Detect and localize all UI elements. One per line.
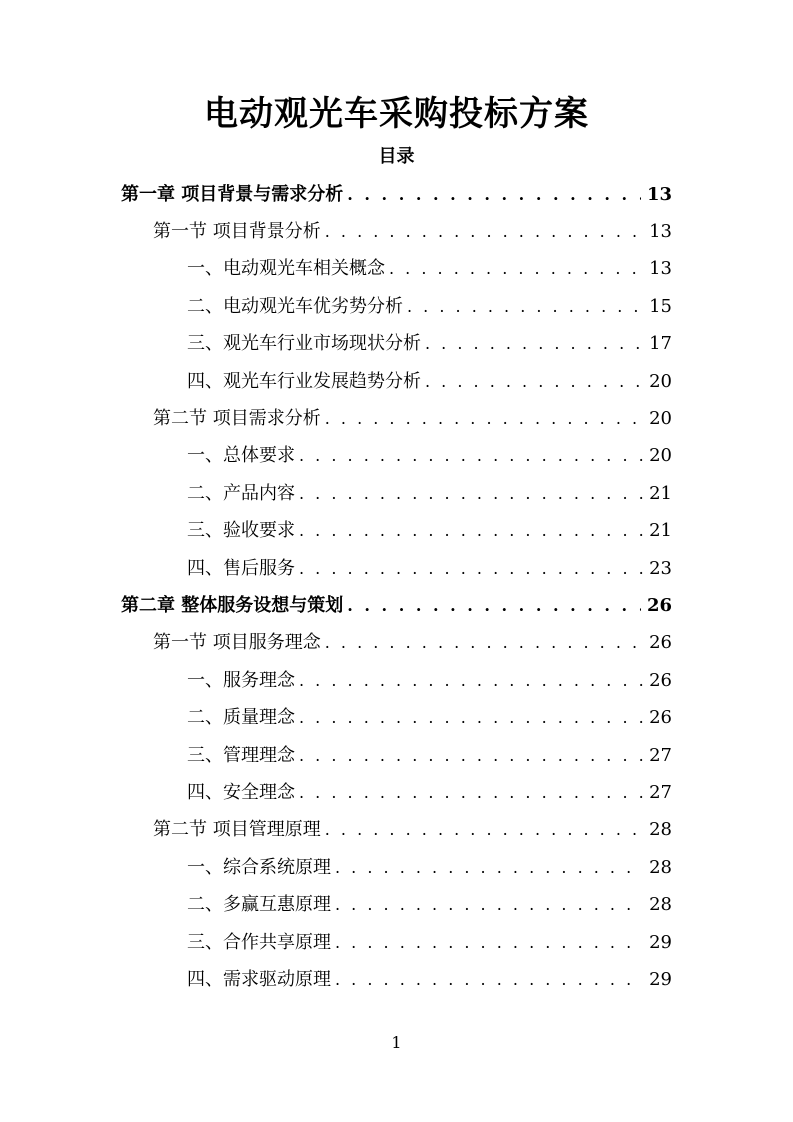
toc-entry-line bbox=[187, 292, 672, 318]
toc-entry-label: 三、管理理念 bbox=[187, 744, 295, 766]
toc-entry-page-number: 28 bbox=[649, 856, 672, 878]
toc-section-entry[interactable] bbox=[0, 810, 793, 847]
toc-entry-line bbox=[187, 965, 672, 991]
toc-entry-label: 第二章 整体服务设想与策划 bbox=[121, 594, 344, 616]
toc-subsection-entry[interactable] bbox=[0, 324, 793, 361]
toc-entry-line bbox=[187, 367, 672, 393]
toc-dot-leader bbox=[299, 783, 643, 802]
toc-entry-label: 二、电动观光车优劣势分析 bbox=[187, 295, 403, 317]
toc-entry-page-number: 26 bbox=[646, 594, 672, 616]
toc-entry-label: 一、电动观光车相关概念 bbox=[187, 258, 385, 280]
toc-entry-label: 第一节 项目服务理念 bbox=[153, 632, 321, 654]
toc-entry-page-number: 26 bbox=[649, 707, 672, 729]
toc-dot-leader bbox=[299, 708, 643, 727]
toc-dot-leader bbox=[325, 222, 643, 241]
toc-subsection-entry[interactable] bbox=[0, 548, 793, 585]
toc-chapter-entry[interactable] bbox=[0, 174, 793, 211]
toc-dot-leader bbox=[325, 820, 643, 839]
toc-entry-label: 二、产品内容 bbox=[187, 482, 295, 504]
toc-chapter-entry[interactable] bbox=[0, 585, 793, 622]
toc-entry-page-number: 20 bbox=[649, 408, 672, 430]
toc-entry-page-number: 20 bbox=[649, 370, 672, 392]
toc-entry-line bbox=[153, 628, 672, 654]
toc-dot-leader bbox=[299, 746, 643, 765]
toc-section-entry[interactable] bbox=[0, 398, 793, 435]
toc-entry-label: 一、总体要求 bbox=[187, 445, 295, 467]
toc-entry-label: 一、综合系统原理 bbox=[187, 856, 331, 878]
toc-entry-line bbox=[153, 815, 672, 841]
toc-entry-page-number: 26 bbox=[649, 632, 672, 654]
toc-dot-leader bbox=[299, 559, 643, 578]
toc-dot-leader bbox=[325, 633, 643, 652]
toc-entry-line bbox=[121, 591, 672, 617]
toc-entry-label: 四、观光车行业发展趋势分析 bbox=[187, 370, 421, 392]
toc-entry-line bbox=[187, 666, 672, 692]
toc-subsection-entry[interactable] bbox=[0, 361, 793, 398]
toc-subsection-entry[interactable] bbox=[0, 847, 793, 884]
toc-entry-label: 第二节 项目管理原理 bbox=[153, 819, 321, 841]
toc-entry-page-number: 20 bbox=[649, 445, 672, 467]
toc-section-entry[interactable] bbox=[0, 623, 793, 660]
toc-entry-line bbox=[187, 479, 672, 505]
toc-entry-line bbox=[187, 778, 672, 804]
toc-subsection-entry[interactable] bbox=[0, 697, 793, 734]
toc-subsection-entry[interactable] bbox=[0, 286, 793, 323]
toc-subsection-entry[interactable] bbox=[0, 772, 793, 809]
toc-entry-page-number: 29 bbox=[649, 931, 672, 953]
toc-subsection-entry[interactable] bbox=[0, 511, 793, 548]
toc-entry-label: 三、观光车行业市场现状分析 bbox=[187, 333, 421, 355]
toc-dot-leader bbox=[335, 895, 643, 914]
toc-subsection-entry[interactable] bbox=[0, 473, 793, 510]
toc-entry-line bbox=[187, 853, 672, 879]
toc-entry-line bbox=[187, 516, 672, 542]
toc-heading: 目录 bbox=[378, 146, 415, 167]
toc-entry-line bbox=[187, 703, 672, 729]
toc-subsection-entry[interactable] bbox=[0, 959, 793, 996]
toc-subsection-entry[interactable] bbox=[0, 922, 793, 959]
toc-entry-label: 第二节 项目需求分析 bbox=[153, 408, 321, 430]
toc-entry-page-number: 17 bbox=[649, 333, 672, 355]
toc-dot-leader bbox=[407, 297, 643, 316]
toc-dot-leader bbox=[325, 409, 643, 428]
toc-dot-leader bbox=[335, 970, 643, 989]
table-of-contents bbox=[0, 174, 793, 997]
toc-entry-page-number: 13 bbox=[649, 258, 672, 280]
toc-entry-page-number: 27 bbox=[649, 781, 672, 803]
toc-entry-page-number: 29 bbox=[649, 968, 672, 990]
toc-dot-leader bbox=[389, 259, 643, 278]
toc-entry-line bbox=[187, 441, 672, 467]
toc-entry-page-number: 26 bbox=[649, 669, 672, 691]
toc-dot-leader bbox=[335, 933, 643, 952]
toc-entry-page-number: 28 bbox=[649, 819, 672, 841]
toc-entry-label: 四、售后服务 bbox=[187, 557, 295, 579]
toc-entry-label: 第一节 项目背景分析 bbox=[153, 221, 321, 243]
toc-entry-line bbox=[187, 890, 672, 916]
toc-section-entry[interactable] bbox=[0, 211, 793, 248]
toc-entry-label: 二、多赢互惠原理 bbox=[187, 894, 331, 916]
toc-subsection-entry[interactable] bbox=[0, 436, 793, 473]
toc-entry-label: 三、验收要求 bbox=[187, 520, 295, 542]
toc-entry-page-number: 27 bbox=[649, 744, 672, 766]
toc-entry-label: 四、需求驱动原理 bbox=[187, 968, 331, 990]
toc-entry-line bbox=[187, 329, 672, 355]
toc-entry-label: 一、服务理念 bbox=[187, 669, 295, 691]
toc-dot-leader bbox=[425, 372, 643, 391]
toc-dot-leader bbox=[299, 446, 643, 465]
toc-entry-label: 四、安全理念 bbox=[187, 781, 295, 803]
toc-dot-leader bbox=[299, 484, 643, 503]
toc-subsection-entry[interactable] bbox=[0, 884, 793, 921]
toc-entry-page-number: 13 bbox=[649, 221, 672, 243]
toc-entry-page-number: 15 bbox=[649, 295, 672, 317]
toc-entry-line bbox=[153, 404, 672, 430]
toc-subsection-entry[interactable] bbox=[0, 249, 793, 286]
toc-entry-line bbox=[187, 928, 672, 954]
toc-entry-page-number: 21 bbox=[649, 520, 672, 542]
toc-entry-page-number: 23 bbox=[649, 557, 672, 579]
toc-entry-page-number: 13 bbox=[646, 183, 672, 205]
toc-entry-line bbox=[153, 217, 672, 243]
toc-dot-leader bbox=[347, 596, 641, 615]
toc-dot-leader bbox=[299, 671, 643, 690]
toc-dot-leader bbox=[347, 185, 641, 204]
toc-dot-leader bbox=[335, 858, 643, 877]
toc-subsection-entry[interactable] bbox=[0, 660, 793, 697]
toc-entry-line bbox=[187, 254, 672, 280]
toc-entry-label: 二、质量理念 bbox=[187, 707, 295, 729]
toc-entry-line bbox=[187, 741, 672, 767]
document-title: 电动观光车采购投标方案 bbox=[204, 94, 589, 134]
toc-subsection-entry[interactable] bbox=[0, 735, 793, 772]
toc-entry-label: 第一章 项目背景与需求分析 bbox=[121, 183, 344, 205]
toc-dot-leader bbox=[299, 521, 643, 540]
toc-dot-leader bbox=[425, 334, 643, 353]
toc-entry-page-number: 28 bbox=[649, 894, 672, 916]
page-number: 1 bbox=[391, 1033, 402, 1052]
toc-entry-line bbox=[121, 180, 672, 206]
toc-entry-page-number: 21 bbox=[649, 482, 672, 504]
toc-entry-line bbox=[187, 554, 672, 580]
toc-entry-label: 三、合作共享原理 bbox=[187, 931, 331, 953]
